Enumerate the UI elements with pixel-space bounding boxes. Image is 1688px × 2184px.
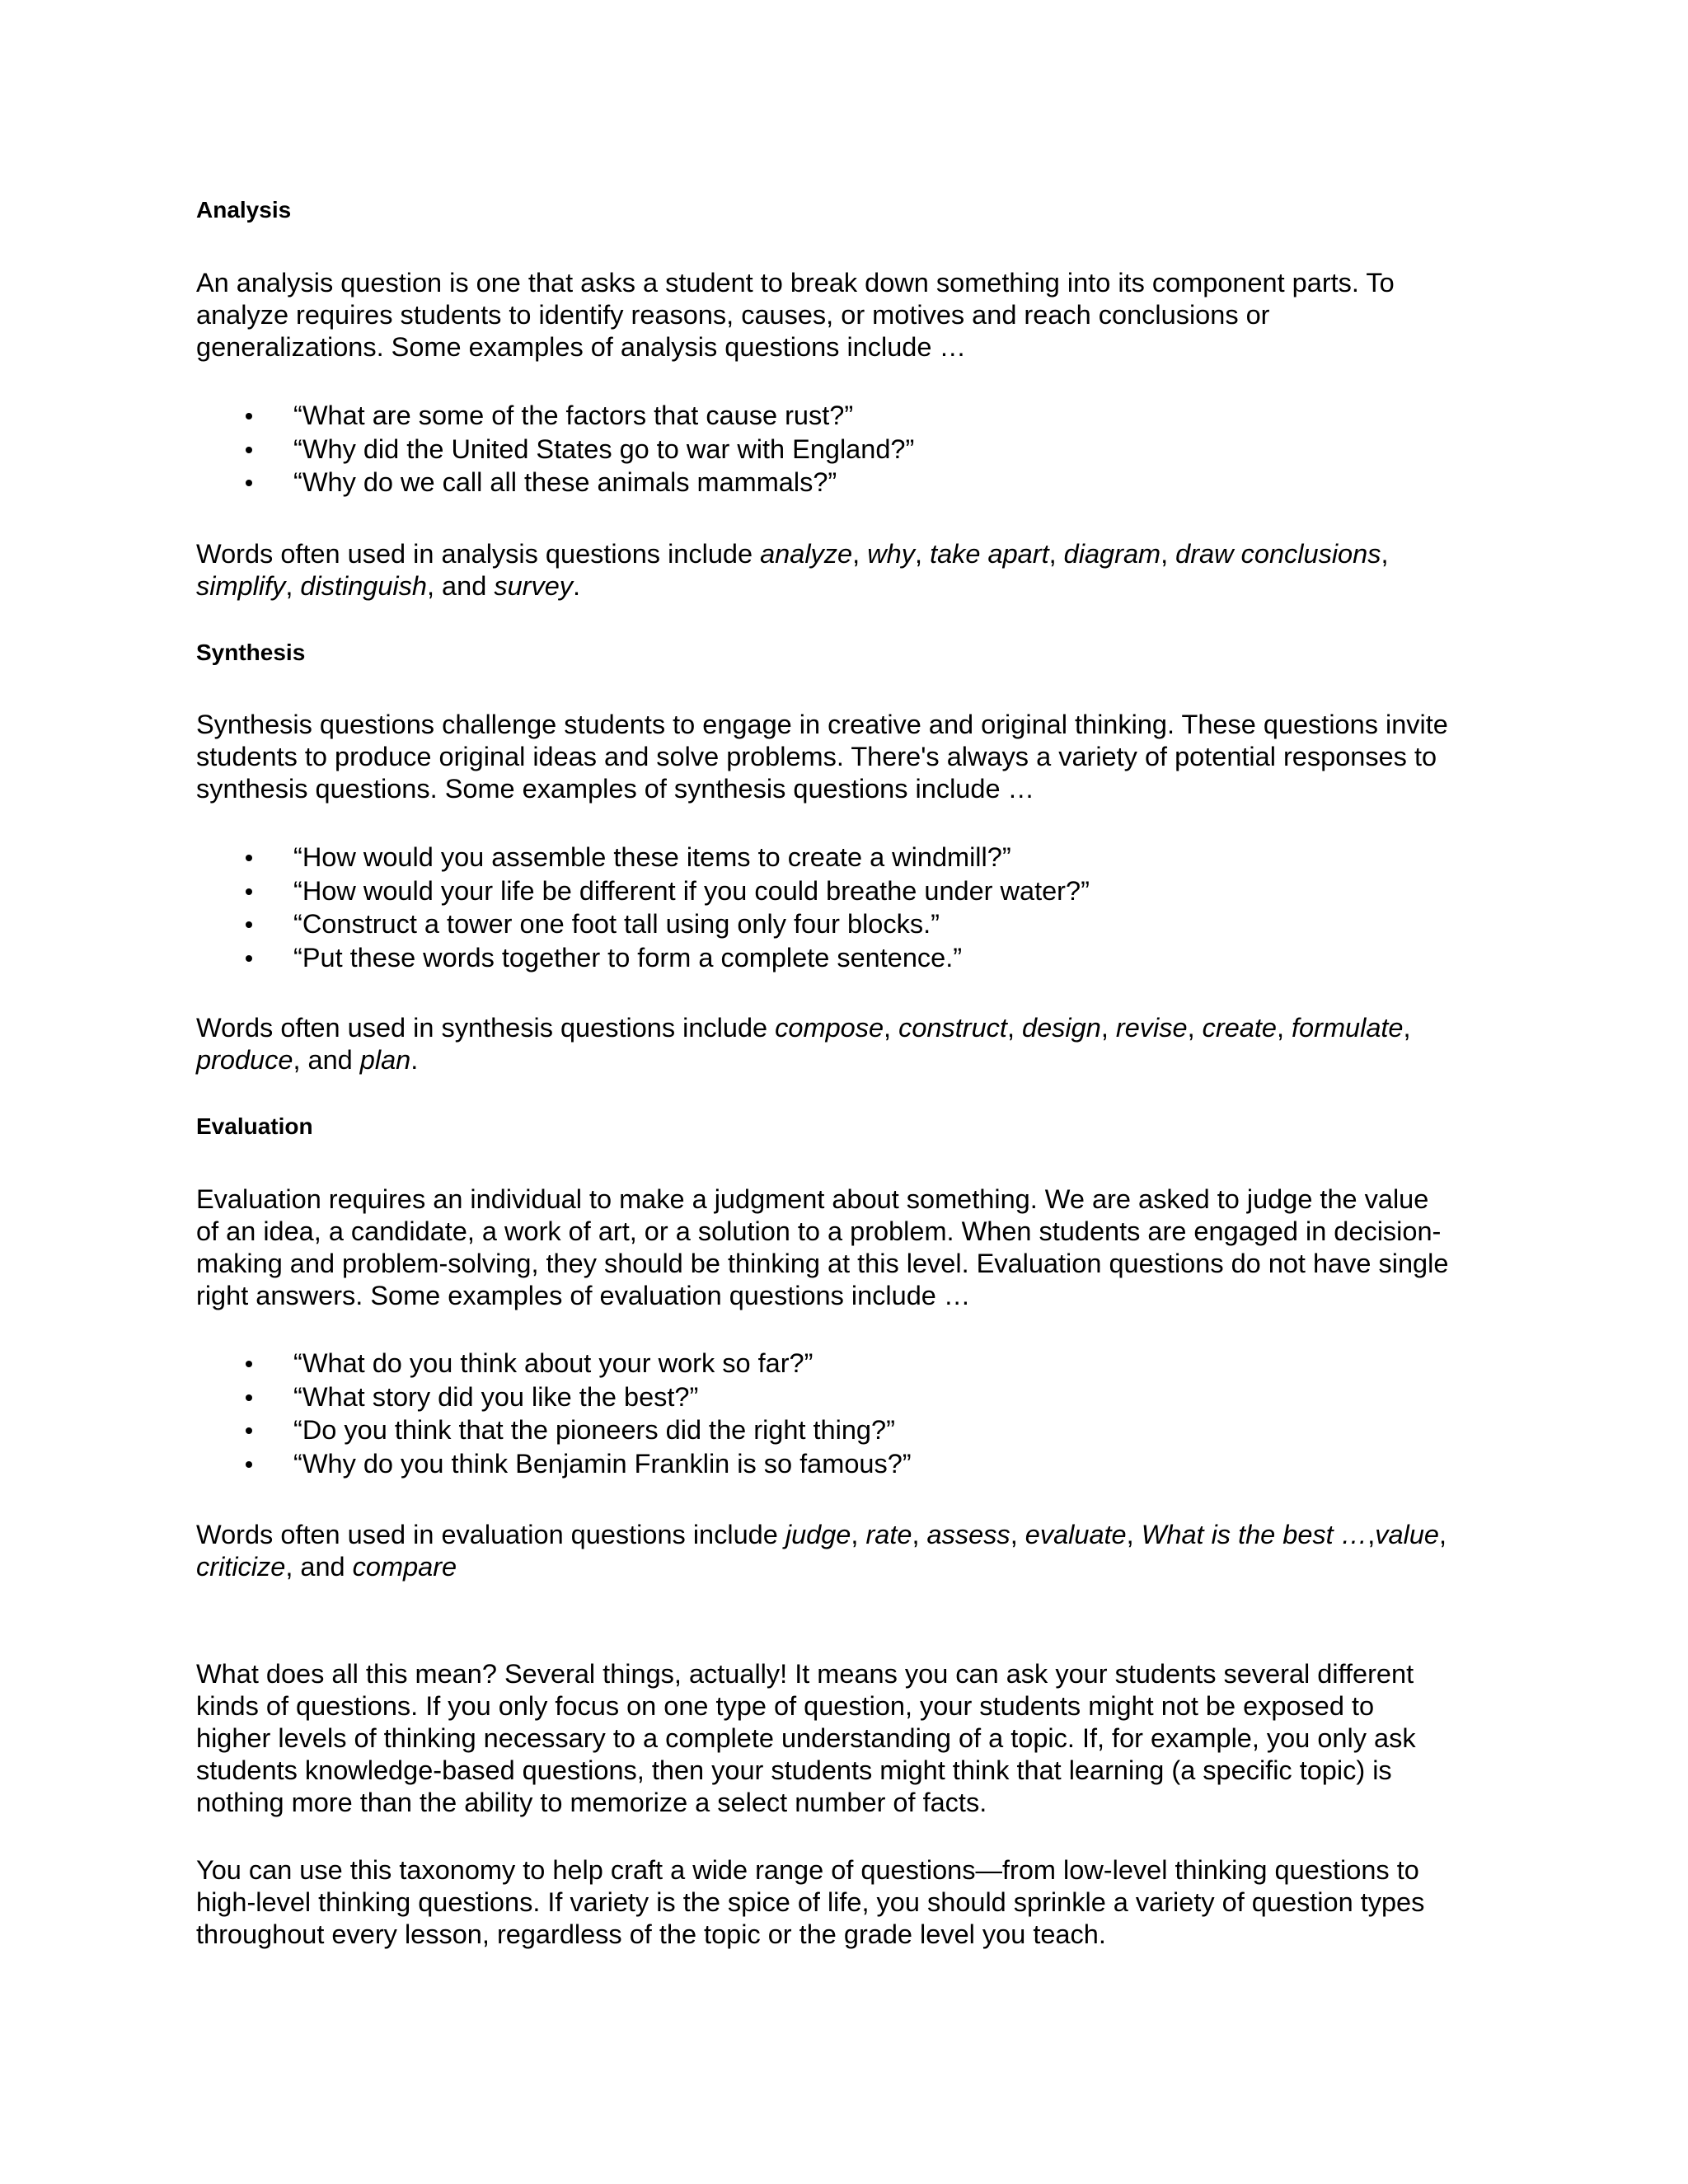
evaluation-intro-line: making and problem-solving, they should be thinking at this level. Evaluation questions do not have single (196, 1249, 1449, 1278)
synthesis-words (196, 1012, 1498, 1076)
synthesis-words-line: Words often used in synthesis questions include compose, construct, design, revise, create, formulate, (196, 1013, 1411, 1043)
keyword: draw conclusions (1175, 539, 1381, 569)
keyword: construct (898, 1013, 1007, 1043)
keyword: distinguish (300, 571, 427, 601)
closing-paragraph-2 (196, 1854, 1498, 1951)
example-question: “Put these words together to form a complete sentence.” (293, 942, 963, 972)
example-question: “What are some of the factors that cause rust?” (293, 401, 854, 430)
keyword: What is the best … (1141, 1520, 1368, 1549)
analysis-examples-list (196, 399, 1498, 499)
list-item (196, 466, 1498, 499)
closing-line: higher levels of thinking necessary to a complete understanding of a topic. If, for example, you only ask (196, 1723, 1416, 1753)
analysis-intro-line: An analysis question is one that asks a student to break down something into its component parts. To (196, 268, 1395, 298)
example-question: “Why do we call all these animals mammals?” (293, 467, 837, 497)
bullet-icon (246, 1427, 252, 1434)
bullet-icon (246, 921, 252, 928)
and-word: and (442, 571, 487, 601)
keyword: why (867, 539, 915, 569)
keyword: criticize (196, 1552, 286, 1582)
keyword: take apart (930, 539, 1049, 569)
evaluation-examples-list (196, 1347, 1498, 1480)
analysis-intro-line: generalizations. Some examples of analysis questions include … (196, 332, 966, 362)
words-prefix: Words often used in evaluation questions include (196, 1520, 785, 1549)
example-question: “How would you assemble these items to create a windmill?” (293, 842, 1011, 872)
words-prefix: Words often used in analysis questions include (196, 539, 761, 569)
list-item (196, 1413, 1498, 1447)
evaluation-intro-line: Evaluation requires an individual to make a judgment about something. We are asked to judge the value (196, 1184, 1429, 1214)
list-item (196, 874, 1498, 908)
bullet-icon (246, 480, 252, 486)
closing-line: throughout every lesson, regardless of the topic or the grade level you teach. (196, 1919, 1106, 1949)
list-item (196, 841, 1498, 874)
keyword: produce (196, 1045, 293, 1075)
keyword: value (1375, 1520, 1439, 1549)
bullet-icon (246, 855, 252, 861)
synthesis-heading: Synthesis (196, 640, 306, 665)
keyword: evaluate (1025, 1520, 1127, 1549)
analysis-heading: Analysis (196, 197, 292, 223)
evaluation-intro-line: of an idea, a candidate, a work of art, or a solution to a problem. When students are engaged in decision- (196, 1216, 1442, 1246)
keyword: design (1022, 1013, 1101, 1043)
keyword: simplify (196, 571, 286, 601)
closing-paragraph-1 (196, 1658, 1498, 1819)
example-question: “Construct a tower one foot tall using only four blocks.” (293, 909, 940, 939)
list-item (196, 1380, 1498, 1414)
evaluation-intro-line: right answers. Some examples of evaluation questions include … (196, 1281, 971, 1310)
keyword: compare (352, 1552, 457, 1582)
analysis-intro-line: analyze requires students to identify reasons, causes, or motives and reach conclusions or (196, 300, 1270, 330)
list-item (196, 907, 1498, 941)
list-item (196, 941, 1498, 975)
keyword: assess (926, 1520, 1010, 1549)
closing-line: You can use this taxonomy to help craft a wide range of questions—from low-level thinking questions to (196, 1855, 1419, 1885)
bullet-icon (246, 1461, 252, 1468)
keyword: analyze (760, 539, 853, 569)
example-question: “What do you think about your work so far?” (293, 1348, 814, 1378)
evaluation-heading: Evaluation (196, 1113, 313, 1139)
evaluation-words-line: criticize, and compare (196, 1552, 457, 1582)
evaluation-intro (196, 1183, 1498, 1312)
synthesis-intro-line: synthesis questions. Some examples of synthesis questions include … (196, 774, 1035, 804)
keyword: create (1202, 1013, 1277, 1043)
synthesis-examples-list (196, 841, 1498, 974)
keyword: compose (775, 1013, 884, 1043)
closing-line: students knowledge-based questions, then your students might think that learning (a specific topic) is (196, 1755, 1392, 1785)
evaluation-words (196, 1519, 1498, 1583)
synthesis-words-line: produce, and plan. (196, 1045, 419, 1075)
keyword: judge (785, 1520, 851, 1549)
closing-line: What does all this mean? Several things, actually! It means you can ask your students several different (196, 1659, 1414, 1689)
bullet-icon (246, 447, 252, 453)
bullet-icon (246, 1394, 252, 1401)
list-item (196, 1347, 1498, 1380)
closing-line: high-level thinking questions. If variety is the spice of life, you should sprinkle a variety of question types (196, 1887, 1425, 1917)
analysis-words-line: simplify, distinguish, and survey. (196, 571, 581, 601)
synthesis-intro-line: students to produce original ideas and solve problems. There's always a variety of potential responses to (196, 742, 1437, 771)
list-item (196, 433, 1498, 466)
keyword: formulate (1292, 1013, 1404, 1043)
bullet-icon (246, 888, 252, 895)
keyword: diagram (1063, 539, 1161, 569)
example-question: “How would your life be different if you could breathe under water?” (293, 875, 1090, 906)
evaluation-words-line: Words often used in evaluation questions include judge, rate, assess, evaluate, What is the best …,value, (196, 1520, 1447, 1549)
keyword: rate (865, 1520, 912, 1549)
bullet-icon (246, 955, 252, 962)
keyword: revise (1115, 1013, 1188, 1043)
analysis-intro (196, 267, 1498, 363)
synthesis-intro (196, 709, 1498, 805)
synthesis-intro-line: Synthesis questions challenge students to engage in creative and original thinking. These questions invite (196, 710, 1448, 739)
example-question: “What story did you like the best?” (293, 1381, 699, 1412)
bullet-icon (246, 1361, 252, 1367)
analysis-words (196, 538, 1498, 602)
example-question: “Why do you think Benjamin Franklin is so famous?” (293, 1448, 912, 1479)
bullet-icon (246, 413, 252, 419)
keyword: survey (494, 571, 574, 601)
words-prefix: Words often used in synthesis questions include (196, 1013, 776, 1043)
keyword: plan (359, 1045, 411, 1075)
example-question: “Why did the United States go to war with England?” (293, 434, 915, 464)
analysis-words-line: Words often used in analysis questions include analyze, why, take apart, diagram, draw conclusions, (196, 539, 1389, 569)
closing-line: kinds of questions. If you only focus on one type of question, your students might not be exposed to (196, 1691, 1375, 1721)
and-word: and (300, 1552, 345, 1582)
list-item (196, 399, 1498, 433)
list-item (196, 1447, 1498, 1481)
closing-line: nothing more than the ability to memorize a select number of facts. (196, 1788, 987, 1817)
and-word: and (307, 1045, 353, 1075)
example-question: “Do you think that the pioneers did the right thing?” (293, 1415, 895, 1445)
